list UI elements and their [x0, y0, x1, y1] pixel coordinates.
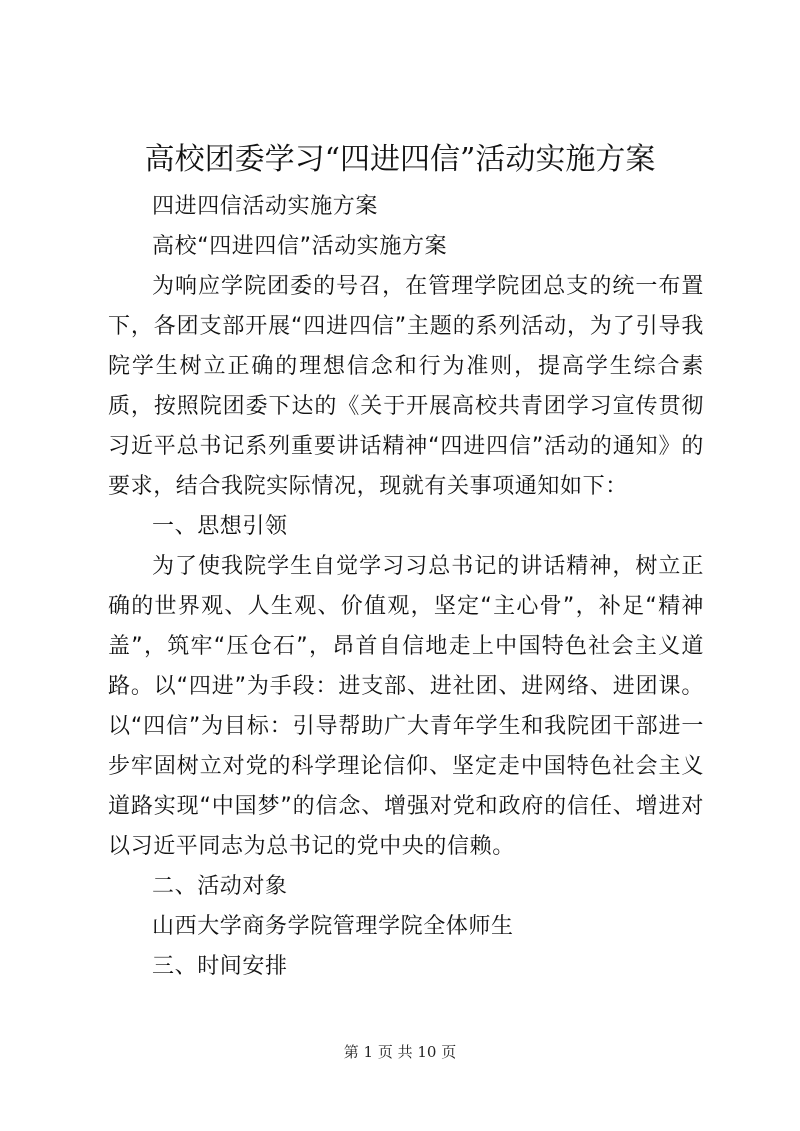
section-heading-3: 三、时间安排 — [152, 954, 288, 979]
paragraph-section-2: 山西大学商务学院管理学院全体师生 — [152, 914, 514, 939]
document-title: 高校团委学习“四进四信”活动实施方案 — [144, 142, 656, 177]
page-number-footer: 第 1 页 共 10 页 — [343, 1043, 457, 1061]
section-heading-1: 一、思想引领 — [152, 514, 288, 539]
paragraph-subtitle: 四进四信活动实施方案 — [152, 194, 379, 219]
paragraph-heading: 高校“四进四信”活动实施方案 — [152, 234, 448, 259]
document-body — [108, 187, 704, 987]
paragraph-intro: 为响应学院团委的号召，在管理学院团总支的统一布置下，各团支部开展“四进四信”主题的系列活动，为了引导我院学生树立正确的理想信念和行为准则，提高学生综合素质，按照院团委下达的《关于开展高校共青团学习宣传贯彻习近平总书记系列重要讲话精神“四进四信”活动的通知》的要求，结合我院实际情况，现就有关事项通知如下： — [108, 274, 704, 499]
paragraph-section-1: 为了使我院学生自觉学习习总书记的讲话精神，树立正确的世界观、人生观、价值观，坚定“主心骨”，补足“精神盖”，筑牢“压仓石”，昂首自信地走上中国特色社会主义道路。以“四进”为手段：进支部、进社团、进网络、进团课。以“四信”为目标：引导帮助广大青年学生和我院团干部进一步牢固树立对党的科学理论信仰、坚定走中国特色社会主义道路实现“中国梦”的信念、增强对党和政府的信任、增进对以习近平同志为总书记的党中央的信赖。 — [108, 554, 704, 859]
section-heading-2: 二、活动对象 — [152, 874, 288, 899]
